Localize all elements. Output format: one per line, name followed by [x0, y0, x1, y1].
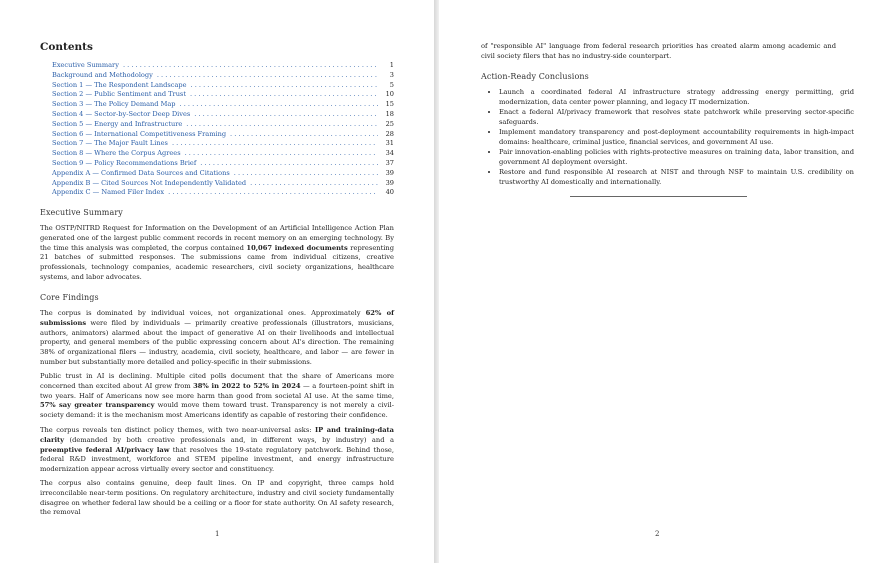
toc-leader-dots: [191, 81, 378, 91]
toc-entry-page: 39: [385, 168, 394, 177]
toc-leader-dots: [250, 179, 378, 189]
toc-entry-title[interactable]: Appendix A — Confirmed Data Sources and Citations: [52, 168, 230, 177]
toc-leader-dots: [168, 188, 378, 198]
conclusion-item: • Enact a federal AI/privacy framework that resolves state patchwork while preserving sector-specific safeguards.: [499, 108, 854, 127]
toc-entry[interactable]: [52, 90, 394, 100]
toc-entry-title[interactable]: Section 2 — Public Sentiment and Trust: [52, 90, 186, 99]
toc-leader-dots: [180, 100, 378, 110]
toc-entry-page: 5: [389, 80, 394, 89]
toc-entry-title[interactable]: Appendix B — Cited Sources Not Independently Validated: [52, 178, 247, 187]
toc-entry-title[interactable]: Background and Methodology: [52, 70, 153, 79]
toc-entry-page: 25: [385, 119, 394, 128]
toc-leader-dots: [190, 90, 378, 100]
toc-entry-title[interactable]: Section 8 — Where the Corpus Agrees: [52, 149, 181, 158]
executive-summary-heading: Executive Summary: [40, 208, 123, 217]
toc-entry[interactable]: [52, 159, 394, 169]
core-findings-paragraph-1: The corpus is dominated by individual voices, not organizational ones. Approximately 62% of submissions were filed by individuals — primarily creative professionals (illustrators, musicians, authors, animators) alarmed about the impact of generative AI on their livelihoods and intellectual property, and general members of the public expressing concern about AI's direction. The remaining 38% of organizational filers — industry, academia, civil society, healthcare, and labor — are fewer in number but substantially more detailed and policy-specific in their submissions.: [40, 309, 395, 366]
toc-entry[interactable]: [52, 110, 394, 120]
toc-entry-page: 34: [385, 149, 394, 158]
toc-leader-dots: [234, 169, 378, 179]
toc-entry[interactable]: [52, 61, 394, 71]
toc-entry[interactable]: [52, 130, 394, 140]
conclusion-item: • Implement mandatory transparency and post-deployment accountability requirements in high-impact domains: healthcare, criminal justice, financial services, and government AI use.: [499, 128, 854, 147]
toc-entry-page: 3: [389, 70, 394, 79]
toc-entry[interactable]: [52, 188, 394, 198]
continued-paragraph: of "responsible AI" language from federal research priorities has created alarm among academic and civil society filers that has no industry-side counterpart.: [481, 42, 836, 60]
toc-entry-title[interactable]: Section 4 — Sector-by-Sector Deep Dives: [52, 109, 191, 118]
toc-leader-dots: [185, 149, 378, 159]
table-of-contents: [52, 61, 394, 198]
toc-entry-title[interactable]: Section 3 — The Policy Demand Map: [52, 100, 176, 109]
toc-entry-page: 37: [385, 158, 394, 167]
page-number: 2: [655, 530, 660, 538]
toc-entry-page: 40: [385, 188, 394, 197]
toc-entry-title[interactable]: Section 7 — The Major Fault Lines: [52, 139, 168, 148]
toc-entry[interactable]: [52, 149, 394, 159]
toc-entry-page: 18: [385, 109, 394, 118]
toc-entry-title[interactable]: Section 9 — Policy Recommendations Brief: [52, 158, 197, 167]
toc-leader-dots: [157, 71, 378, 81]
toc-entry[interactable]: [52, 139, 394, 149]
toc-leader-dots: [123, 61, 378, 71]
toc-entry[interactable]: [52, 71, 394, 81]
toc-leader-dots: [172, 139, 378, 149]
toc-entry-page: 10: [385, 90, 394, 99]
toc-entry-page: 28: [385, 129, 394, 138]
toc-entry[interactable]: [52, 81, 394, 91]
toc-entry-page: 39: [385, 178, 394, 187]
document-page-1: [0, 0, 434, 563]
toc-entry[interactable]: [52, 179, 394, 189]
core-findings-heading: Core Findings: [40, 293, 99, 302]
action-ready-conclusions-heading: Action-Ready Conclusions: [481, 72, 589, 81]
toc-entry-title[interactable]: Appendix C — Named Filer Index: [52, 188, 165, 197]
toc-entry[interactable]: [52, 169, 394, 179]
toc-entry[interactable]: [52, 100, 394, 110]
conclusion-item: • Restore and fund responsible AI research at NIST and through NSF to maintain U.S. credibility on trustworthy AI domestically and internationally.: [499, 168, 854, 187]
toc-entry-page: 31: [385, 139, 394, 148]
toc-leader-dots: [230, 130, 378, 140]
contents-title: Contents: [40, 41, 93, 53]
toc-entry-title[interactable]: Section 5 — Energy and Infrastructure: [52, 119, 183, 128]
section-divider: [570, 196, 747, 197]
conclusions-list: [481, 88, 854, 188]
toc-entry-page: 1: [389, 61, 394, 69]
core-findings-paragraph-3: The corpus reveals ten distinct policy themes, with two near-universal asks: IP and training-data clarity (demanded by both creative professionals and, in different ways, by industry) and a preemptive federal AI/privacy law that resolves the 19-state regulatory patchwork. Behind those, federal R&D investment, workforce and STEM pipeline investment, and energy infrastructure modernization appear across virtually every sector and constituency.: [40, 426, 395, 473]
toc-leader-dots: [200, 159, 378, 169]
core-findings-paragraph-4: The corpus also contains genuine, deep fault lines. On IP and copyright, three camps hold irreconcilable near-term positions. On regulatory architecture, industry and civil society fundamentally disagree on whether federal law should be a ceiling or a floor for state authority. On AI safety research, the removal: [40, 479, 394, 517]
toc-entry-title[interactable]: Section 6 — International Competitiveness Framing: [52, 129, 227, 138]
toc-entry-title[interactable]: Section 1 — The Respondent Landscape: [52, 80, 187, 89]
conclusion-item: • Pair innovation-enabling policies with rights-protective measures on training data, labor transition, and government AI deployment oversight.: [499, 148, 854, 167]
page-number: 1: [215, 530, 220, 538]
toc-leader-dots: [186, 120, 378, 130]
toc-entry-title[interactable]: Executive Summary: [52, 61, 119, 69]
conclusion-item: • Launch a coordinated federal AI infrastructure strategy addressing energy permitting, grid modernization, data center power planning, and legacy IT modernization.: [499, 88, 854, 107]
executive-summary-paragraph: The OSTP/NITRD Request for Information on the Development of an Artificial Intelligence Action Plan generated one of the largest public comment records in recent memory on an emerging technology. By the time this analysis was completed, the corpus contained 10,067 indexed documents representing 21 batches of submitted responses. The submissions came from individual citizens, creative professionals, technology companies, academic researchers, civil society organizations, healthcare systems, and labor advocates.: [40, 224, 394, 281]
core-findings-paragraph-2: Public trust in AI is declining. Multiple cited polls document that the share of Americans more concerned than excited about AI grew from 38% in 2022 to 52% in 2024 — a fourteen-point shift in two years. Half of Americans now see more harm than good from societal AI use. At the same time, 57% say greater transparency would move them toward trust. Transparency is not merely a civil-society demand: it is the mechanism most Americans identify as capable of restoring their confidence.: [40, 372, 395, 419]
document-page-2: [439, 0, 875, 563]
toc-leader-dots: [194, 110, 378, 120]
toc-entry[interactable]: [52, 120, 394, 130]
toc-entry-page: 15: [385, 100, 394, 109]
